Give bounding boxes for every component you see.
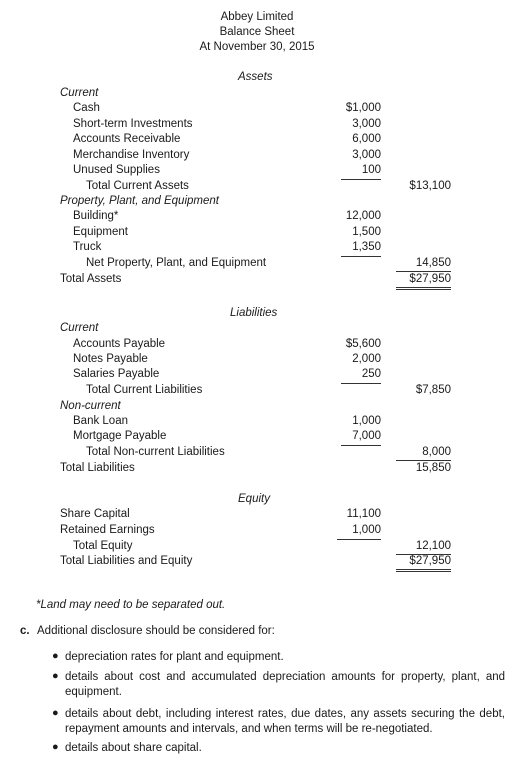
disclosure-item: details about debt, including interest rates, due dates, any assets securing the debt, repayment amounts and intervals, and when terms will be re-negotiated. xyxy=(65,708,505,735)
bullet-icon: ● xyxy=(52,670,59,682)
liability-label: Accounts Payable xyxy=(73,338,166,350)
asset-label: Cash xyxy=(73,102,100,114)
assets-title: Assets xyxy=(238,71,273,83)
disclosure-item: details about share capital. xyxy=(65,742,202,754)
asset-amount: $1,000 xyxy=(345,102,381,114)
asset-label: Unused Supplies xyxy=(73,164,160,176)
total-noncurrent-amount: 8,000 xyxy=(396,445,451,461)
current-assets-heading: Current xyxy=(60,87,99,99)
statement-title: Balance Sheet xyxy=(219,26,295,38)
asset-amount: 3,000 xyxy=(352,149,381,161)
disclosure-intro: Additional disclosure should be considered for: xyxy=(37,625,275,637)
liabilities-title: Liabilities xyxy=(230,307,278,319)
noncurrent-amount: 1,000 xyxy=(352,415,381,427)
total-current-liabilities-amount: $7,850 xyxy=(415,384,451,396)
disclosure-marker: c. xyxy=(20,625,30,637)
ppe-amount: 1,500 xyxy=(352,226,381,238)
asset-label: Merchandise Inventory xyxy=(73,149,190,161)
total-current-liabilities-label: Total Current Liabilities xyxy=(86,384,203,396)
asset-label: Short-term Investments xyxy=(73,118,193,130)
noncurrent-label: Mortgage Payable xyxy=(73,430,167,442)
asset-amount: 3,000 xyxy=(352,118,381,130)
total-liabilities-equity-label: Total Liabilities and Equity xyxy=(60,555,193,567)
equity-label: Share Capital xyxy=(60,508,130,520)
total-equity-amount: 12,100 xyxy=(396,539,451,555)
total-assets-amount: $27,950 xyxy=(396,272,451,290)
total-current-assets-label: Total Current Assets xyxy=(86,180,189,192)
ppe-label: Truck xyxy=(73,241,102,253)
equity-title: Equity xyxy=(238,493,270,505)
noncurrent-liabilities-heading: Non-current xyxy=(60,400,121,412)
statement-date: At November 30, 2015 xyxy=(199,41,315,53)
ppe-heading: Property, Plant, and Equipment xyxy=(60,195,219,207)
liability-label: Salaries Payable xyxy=(73,368,160,380)
noncurrent-label: Bank Loan xyxy=(73,415,128,427)
current-liabilities-heading: Current xyxy=(60,322,99,334)
footnote: *Land may need to be separated out. xyxy=(36,599,226,611)
total-liabilities-amount: 15,850 xyxy=(415,462,451,474)
disclosure-item: details about cost and accumulated depreciation amounts for property, plant, and equipment. xyxy=(65,671,505,698)
liability-amount: 250 xyxy=(341,367,381,384)
bullet-icon: ● xyxy=(52,650,59,662)
asset-amount: 100 xyxy=(341,163,381,180)
equity-amount: 11,100 xyxy=(346,508,381,520)
bullet-icon: ● xyxy=(52,707,59,719)
net-ppe-amount: 14,850 xyxy=(396,256,451,272)
disclosure-item: depreciation rates for plant and equipment. xyxy=(65,651,284,663)
liability-amount: $5,600 xyxy=(345,338,381,350)
total-assets-label: Total Assets xyxy=(60,273,122,285)
asset-amount: 6,000 xyxy=(352,133,381,145)
asset-label: Accounts Receivable xyxy=(73,133,181,145)
ppe-amount: 1,350 xyxy=(341,240,381,257)
net-ppe-label: Net Property, Plant, and Equipment xyxy=(86,257,267,269)
ppe-label: Equipment xyxy=(73,226,128,238)
total-noncurrent-label: Total Non-current Liabilities xyxy=(86,446,225,458)
total-current-assets-amount: $13,100 xyxy=(409,180,451,192)
equity-label: Retained Earnings xyxy=(60,524,155,536)
liability-label: Notes Payable xyxy=(73,353,148,365)
total-equity-label: Total Equity xyxy=(73,540,133,552)
liability-amount: 2,000 xyxy=(352,353,381,365)
noncurrent-amount: 7,000 xyxy=(341,429,381,446)
company-name: Abbey Limited xyxy=(220,11,294,23)
total-liabilities-equity-amount: $27,950 xyxy=(396,554,451,572)
ppe-amount: 12,000 xyxy=(345,210,381,222)
ppe-label: Building* xyxy=(73,210,119,222)
equity-amount: 1,000 xyxy=(337,523,381,540)
total-liabilities-label: Total Liabilities xyxy=(60,462,135,474)
bullet-icon: ● xyxy=(52,741,59,753)
